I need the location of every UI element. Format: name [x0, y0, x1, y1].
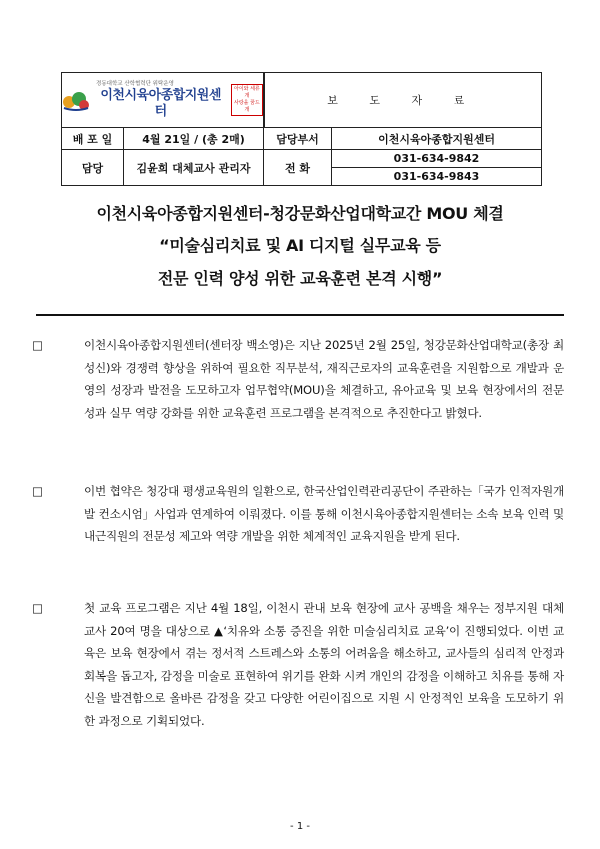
header-table: [61, 72, 542, 186]
date-value: 4월 21일 / (총 2매): [124, 128, 264, 150]
bullet-icon: □: [32, 338, 43, 352]
paragraph-1: [32, 334, 564, 424]
paragraph-3: [32, 597, 564, 733]
dept-value: 이천시육아종합지원센터: [332, 128, 542, 150]
paragraph-2-text: 이번 협약은 청강대 평생교육원의 일환으로, 한국산업인력관리공단이 주관하는「국가 인적자원개발 컨소시엄」사업과 연계하여 이뤄졌다. 이를 통해 이천시육아종합지원센터는 소속 보육 인력 및 내근직원의 전문성 제고와 역량 개발을 위한 체계적인 교육지원을 받게 된다.: [84, 484, 564, 544]
person-value: 김윤희 대체교사 관리자: [124, 150, 264, 186]
document-title: 보 도 자 료: [264, 73, 542, 128]
center-logo-icon: [62, 88, 90, 112]
phone-label: 전 화: [264, 150, 332, 186]
paragraph-2: [32, 480, 564, 548]
page-number: - 1 -: [290, 821, 310, 832]
person-label: 담당: [62, 150, 124, 186]
logo-subtitle: 경동대학교 산학협력단 위탁운영: [96, 81, 174, 87]
paragraph-1-text: 이천시육아종합지원센터(센터장 백소영)은 지난 2025년 2월 25일, 청강문화산업대학교(총장 최성신)와 경쟁력 향상을 위하여 필요한 직무분석, 재직근로자의 교육훈련을 지원함으로 개발과 운영의 성장과 발전을 도모하고자 업무협약(MOU)을 체결하고, 유아교육 및 보육 현장에서의 전문성과 실무 역량 강화를 위한 교육훈련 프로그램을 본격적으로 추진한다고 밝혔다.: [84, 338, 564, 420]
phone-1: 031-634-9842: [332, 150, 542, 168]
headline-line-2: “미술심리치료 및 AI 디지털 실무교육 등: [159, 236, 441, 255]
dept-label: 담당부서: [264, 128, 332, 150]
bullet-icon: □: [32, 484, 43, 498]
title-divider: [36, 314, 564, 316]
logo-cell: [62, 73, 264, 128]
slogan-badge: [231, 84, 262, 116]
bullet-icon: □: [32, 601, 43, 615]
logo-name: 이천시육아종합지원센터: [100, 88, 221, 119]
headline-line-1: 이천시육아종합지원센터-청강문화산업대학교간 MOU 체결: [96, 204, 504, 223]
phone-2: 031-634-9843: [332, 168, 542, 186]
badge-line-2: 사랑을 꿈드개: [234, 100, 260, 113]
headline-line-3: 전문 인력 양성 위한 교육훈련 본격 시행”: [157, 269, 443, 288]
paragraph-3-text: 첫 교육 프로그램은 지난 4월 18일, 이천시 관내 보육 현장에 교사 공백을 채우는 정부지원 대체교사 20여 명을 대상으로 ▲‘치유와 소통 증진을 위한 미술심리치료 교육’이 진행되었다. 이번 교육은 보육 현장에서 겪는 정서적 스트레스와 소통의 어려움을 해소하고, 교사들의 심리적 안정과 회복을 돕고자, 감정을 미술로 표현하여 위기를 완화 시켜 개인의 감정을 이해하고 치유를 통해 자신을 발견함으로 올바른 감정을 갖고 다양한 어린이집으로 지원 시 안정적인 보육을 도모하기 위한 과정으로 기획되었다.: [84, 601, 564, 728]
badge-line-1: 아이와 세류개: [234, 86, 260, 99]
date-label: 배 포 일: [62, 128, 124, 150]
